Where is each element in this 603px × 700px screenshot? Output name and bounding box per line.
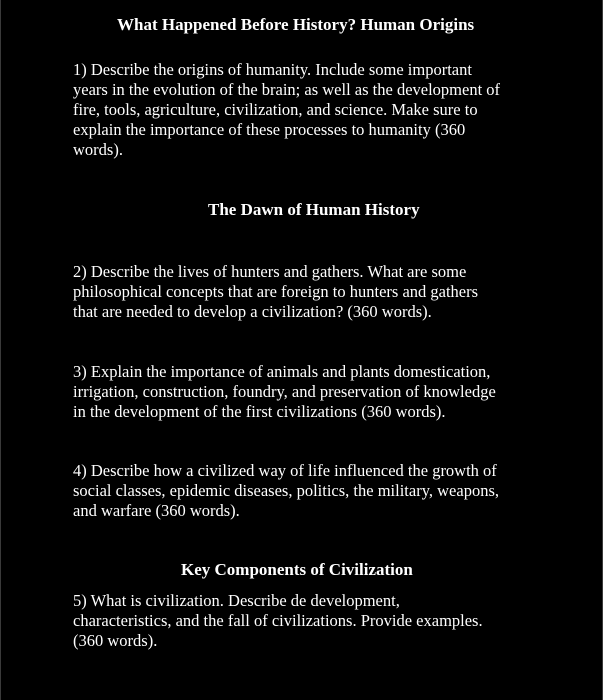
question-2-line: philosophical concepts that are foreign to hunters and gathers (73, 282, 479, 301)
question-3-line: 3) Explain the importance of animals and plants domestication, (73, 362, 491, 381)
question-2-line: 2) Describe the lives of hunters and gathers. What are some (73, 262, 467, 281)
question-1-line: words). (73, 140, 123, 159)
question-4 (73, 461, 543, 521)
section-heading-key-components: Key Components of Civilization (181, 560, 413, 579)
section-heading-dawn: The Dawn of Human History (208, 200, 420, 219)
question-5-line: (360 words). (73, 631, 158, 650)
question-2-line: that are needed to develop a civilization? (360 words). (73, 302, 432, 321)
page-title: What Happened Before History? Human Origins (117, 15, 475, 34)
question-3-line: in the development of the first civilizations (360 words). (73, 402, 446, 421)
question-1 (73, 60, 543, 160)
question-4-line: social classes, epidemic diseases, politics, the military, weapons, (73, 481, 499, 500)
question-2 (73, 262, 543, 322)
question-1-line: 1) Describe the origins of humanity. Include some important (73, 60, 472, 79)
question-3-line: irrigation, construction, foundry, and preservation of knowledge (73, 382, 496, 401)
question-3 (73, 362, 543, 422)
question-5-line: characteristics, and the fall of civilizations. Provide examples. (73, 611, 483, 630)
question-5 (73, 591, 543, 651)
question-4-line: 4) Describe how a civilized way of life influenced the growth of (73, 461, 497, 480)
question-1-line: years in the evolution of the brain; as well as the development of (73, 80, 501, 99)
question-1-line: explain the importance of these processes to humanity (360 (73, 120, 466, 139)
question-1-line: fire, tools, agriculture, civilization, and science. Make sure to (73, 100, 478, 119)
question-4-line: and warfare (360 words). (73, 501, 240, 520)
question-5-line: 5) What is civilization. Describe de development, (73, 591, 400, 610)
